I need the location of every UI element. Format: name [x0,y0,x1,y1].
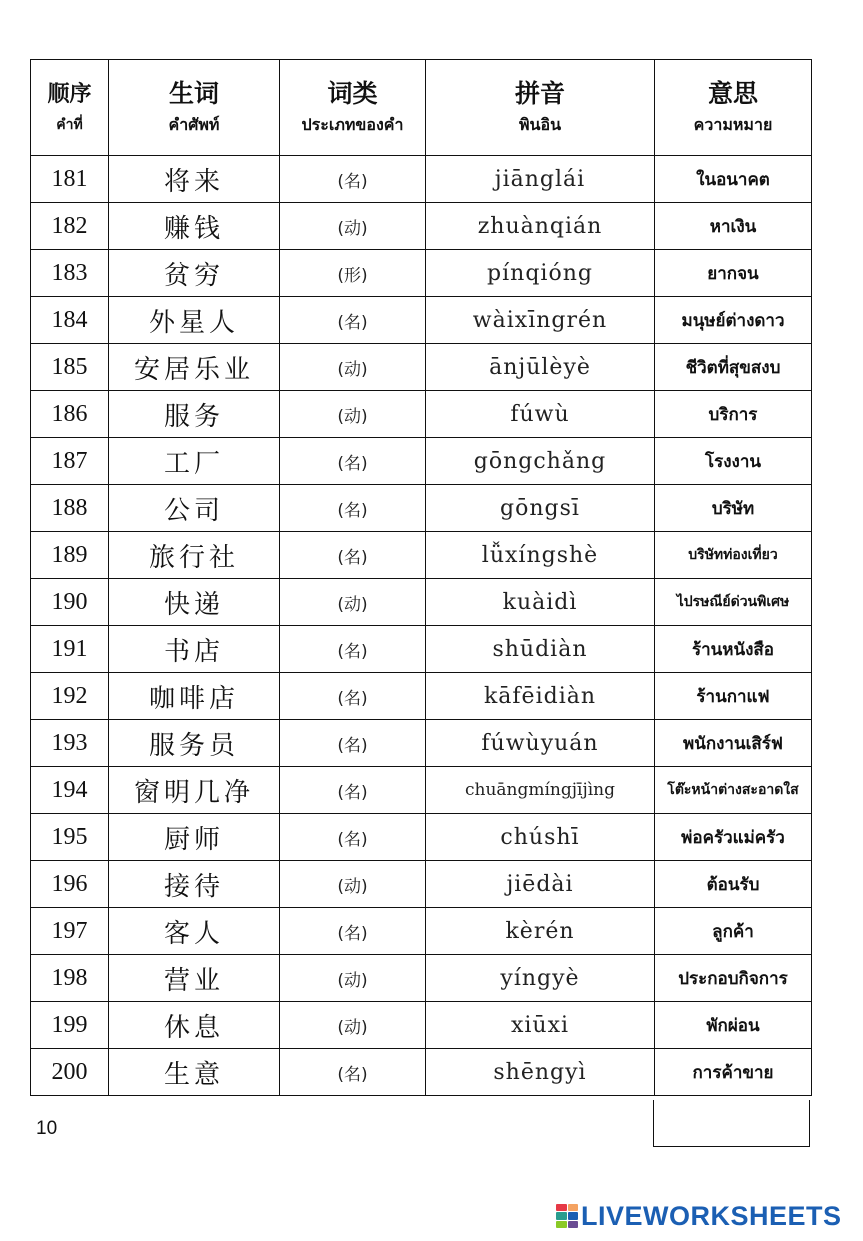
row-meaning: ไปรษณีย์ด่วนพิเศษ [655,579,812,626]
row-part-of-speech: (名) [280,532,426,579]
header-word-th: คำศัพท์ [168,114,220,134]
row-part-of-speech: (动) [280,344,426,391]
row-part-of-speech: (动) [280,861,426,908]
table-header-row [31,60,812,156]
row-pinyin: kuàidì [426,579,655,626]
row-number: 185 [31,344,109,391]
row-number: 200 [31,1049,109,1096]
row-meaning: ร้านกาแฟ [655,673,812,720]
row-word: 生意 [109,1049,280,1096]
row-meaning: พ่อครัวแม่ครัว [655,814,812,861]
row-number: 188 [31,485,109,532]
row-meaning: ชีวิตที่สุขสงบ [655,344,812,391]
row-pinyin: fúwùyuán [426,720,655,767]
row-part-of-speech: (名) [280,720,426,767]
row-meaning: หาเงิน [655,203,812,250]
table-row [31,1002,812,1049]
empty-answer-box [653,1100,810,1147]
row-word: 贫穷 [109,250,280,297]
row-meaning: ประกอบกิจการ [655,955,812,1002]
row-part-of-speech: (名) [280,626,426,673]
row-number: 198 [31,955,109,1002]
vocabulary-table [30,59,812,1096]
row-pinyin: shēngyì [426,1049,655,1096]
brand-text: LIVEWORKSHEETS [581,1200,842,1231]
table-row [31,532,812,579]
row-pinyin: chuāngmíngjījìng [426,767,655,814]
row-word: 接待 [109,861,280,908]
row-meaning: บริการ [655,391,812,438]
table-row [31,391,812,438]
row-pinyin: gōngchǎng [426,438,655,485]
row-meaning: โรงงาน [655,438,812,485]
row-number: 192 [31,673,109,720]
liveworksheets-logo-icon [556,1204,578,1228]
row-part-of-speech: (动) [280,955,426,1002]
row-part-of-speech: (名) [280,297,426,344]
row-pinyin: xiūxi [426,1002,655,1049]
table-row [31,156,812,203]
header-meaning [655,60,812,156]
table-row [31,673,812,720]
row-meaning: ร้านหนังสือ [655,626,812,673]
header-pos [280,60,426,156]
row-part-of-speech: (名) [280,438,426,485]
row-word: 赚钱 [109,203,280,250]
row-word: 休息 [109,1002,280,1049]
row-pinyin: lǚxíngshè [426,532,655,579]
row-meaning: พักผ่อน [655,1002,812,1049]
row-pinyin: jiānglái [426,156,655,203]
page-number: 10 [36,1118,58,1139]
table-row [31,297,812,344]
row-meaning: มนุษย์ต่างดาว [655,297,812,344]
row-word: 客人 [109,908,280,955]
row-meaning: ในอนาคต [655,156,812,203]
row-number: 183 [31,250,109,297]
header-meaning-th: ความหมาย [693,114,773,134]
row-number: 197 [31,908,109,955]
row-part-of-speech: (名) [280,814,426,861]
table-row [31,908,812,955]
row-word: 窗明几净 [109,767,280,814]
header-word [109,60,280,156]
row-word: 咖啡店 [109,673,280,720]
table-row [31,861,812,908]
row-number: 184 [31,297,109,344]
row-meaning: การค้าขาย [655,1049,812,1096]
table-row [31,720,812,767]
row-word: 书店 [109,626,280,673]
table-row [31,438,812,485]
header-pinyin [426,60,655,156]
row-part-of-speech: (动) [280,203,426,250]
row-meaning: บริษัทท่องเที่ยว [655,532,812,579]
header-pinyin-zh: 拼音 [514,78,565,108]
row-part-of-speech: (名) [280,767,426,814]
row-pinyin: chúshī [426,814,655,861]
row-number: 195 [31,814,109,861]
table-row [31,250,812,297]
row-pinyin: kāfēidiàn [426,673,655,720]
row-word: 将来 [109,156,280,203]
row-number: 199 [31,1002,109,1049]
row-part-of-speech: (名) [280,673,426,720]
row-number: 187 [31,438,109,485]
row-number: 186 [31,391,109,438]
row-number: 196 [31,861,109,908]
table-row [31,814,812,861]
row-pinyin: kèrén [426,908,655,955]
row-meaning: ยากจน [655,250,812,297]
row-part-of-speech: (名) [280,1049,426,1096]
header-order-th: คำที่ [56,116,83,133]
row-pinyin: gōngsī [426,485,655,532]
row-word: 外星人 [109,297,280,344]
row-part-of-speech: (动) [280,1002,426,1049]
table-row [31,203,812,250]
row-word: 快递 [109,579,280,626]
header-pos-zh: 词类 [327,78,378,108]
row-meaning: พนักงานเสิร์ฟ [655,720,812,767]
row-meaning: บริษัท [655,485,812,532]
table-row [31,1049,812,1096]
table-row [31,485,812,532]
row-pinyin: jiēdài [426,861,655,908]
row-pinyin: wàixīngrén [426,297,655,344]
row-part-of-speech: (形) [280,250,426,297]
liveworksheets-brand[interactable] [556,1200,842,1232]
header-order [31,60,109,156]
row-word: 安居乐业 [109,344,280,391]
row-meaning: โต๊ะหน้าต่างสะอาดใส [655,767,812,814]
row-number: 193 [31,720,109,767]
header-pos-th: ประเภทของคำ [301,114,404,134]
row-meaning: ต้อนรับ [655,861,812,908]
header-word-zh: 生词 [168,78,219,108]
row-word: 公司 [109,485,280,532]
row-word: 服务员 [109,720,280,767]
row-number: 182 [31,203,109,250]
row-word: 营业 [109,955,280,1002]
row-part-of-speech: (动) [280,579,426,626]
row-word: 工厂 [109,438,280,485]
table-row [31,955,812,1002]
row-part-of-speech: (动) [280,391,426,438]
row-part-of-speech: (名) [280,908,426,955]
row-number: 181 [31,156,109,203]
header-pinyin-th: พินอิน [518,114,562,134]
row-part-of-speech: (名) [280,156,426,203]
row-number: 191 [31,626,109,673]
header-meaning-zh: 意思 [707,78,758,108]
table-row [31,579,812,626]
row-number: 194 [31,767,109,814]
table-row [31,767,812,814]
row-pinyin: ānjūlèyè [426,344,655,391]
row-word: 服务 [109,391,280,438]
row-number: 189 [31,532,109,579]
row-pinyin: yíngyè [426,955,655,1002]
row-pinyin: pínqióng [426,250,655,297]
row-meaning: ลูกค้า [655,908,812,955]
row-pinyin: fúwù [426,391,655,438]
table-row [31,344,812,391]
row-pinyin: shūdiàn [426,626,655,673]
row-word: 厨师 [109,814,280,861]
row-pinyin: zhuànqián [426,203,655,250]
row-word: 旅行社 [109,532,280,579]
header-order-zh: 顺序 [47,80,92,107]
row-number: 190 [31,579,109,626]
row-part-of-speech: (名) [280,485,426,532]
table-row [31,626,812,673]
